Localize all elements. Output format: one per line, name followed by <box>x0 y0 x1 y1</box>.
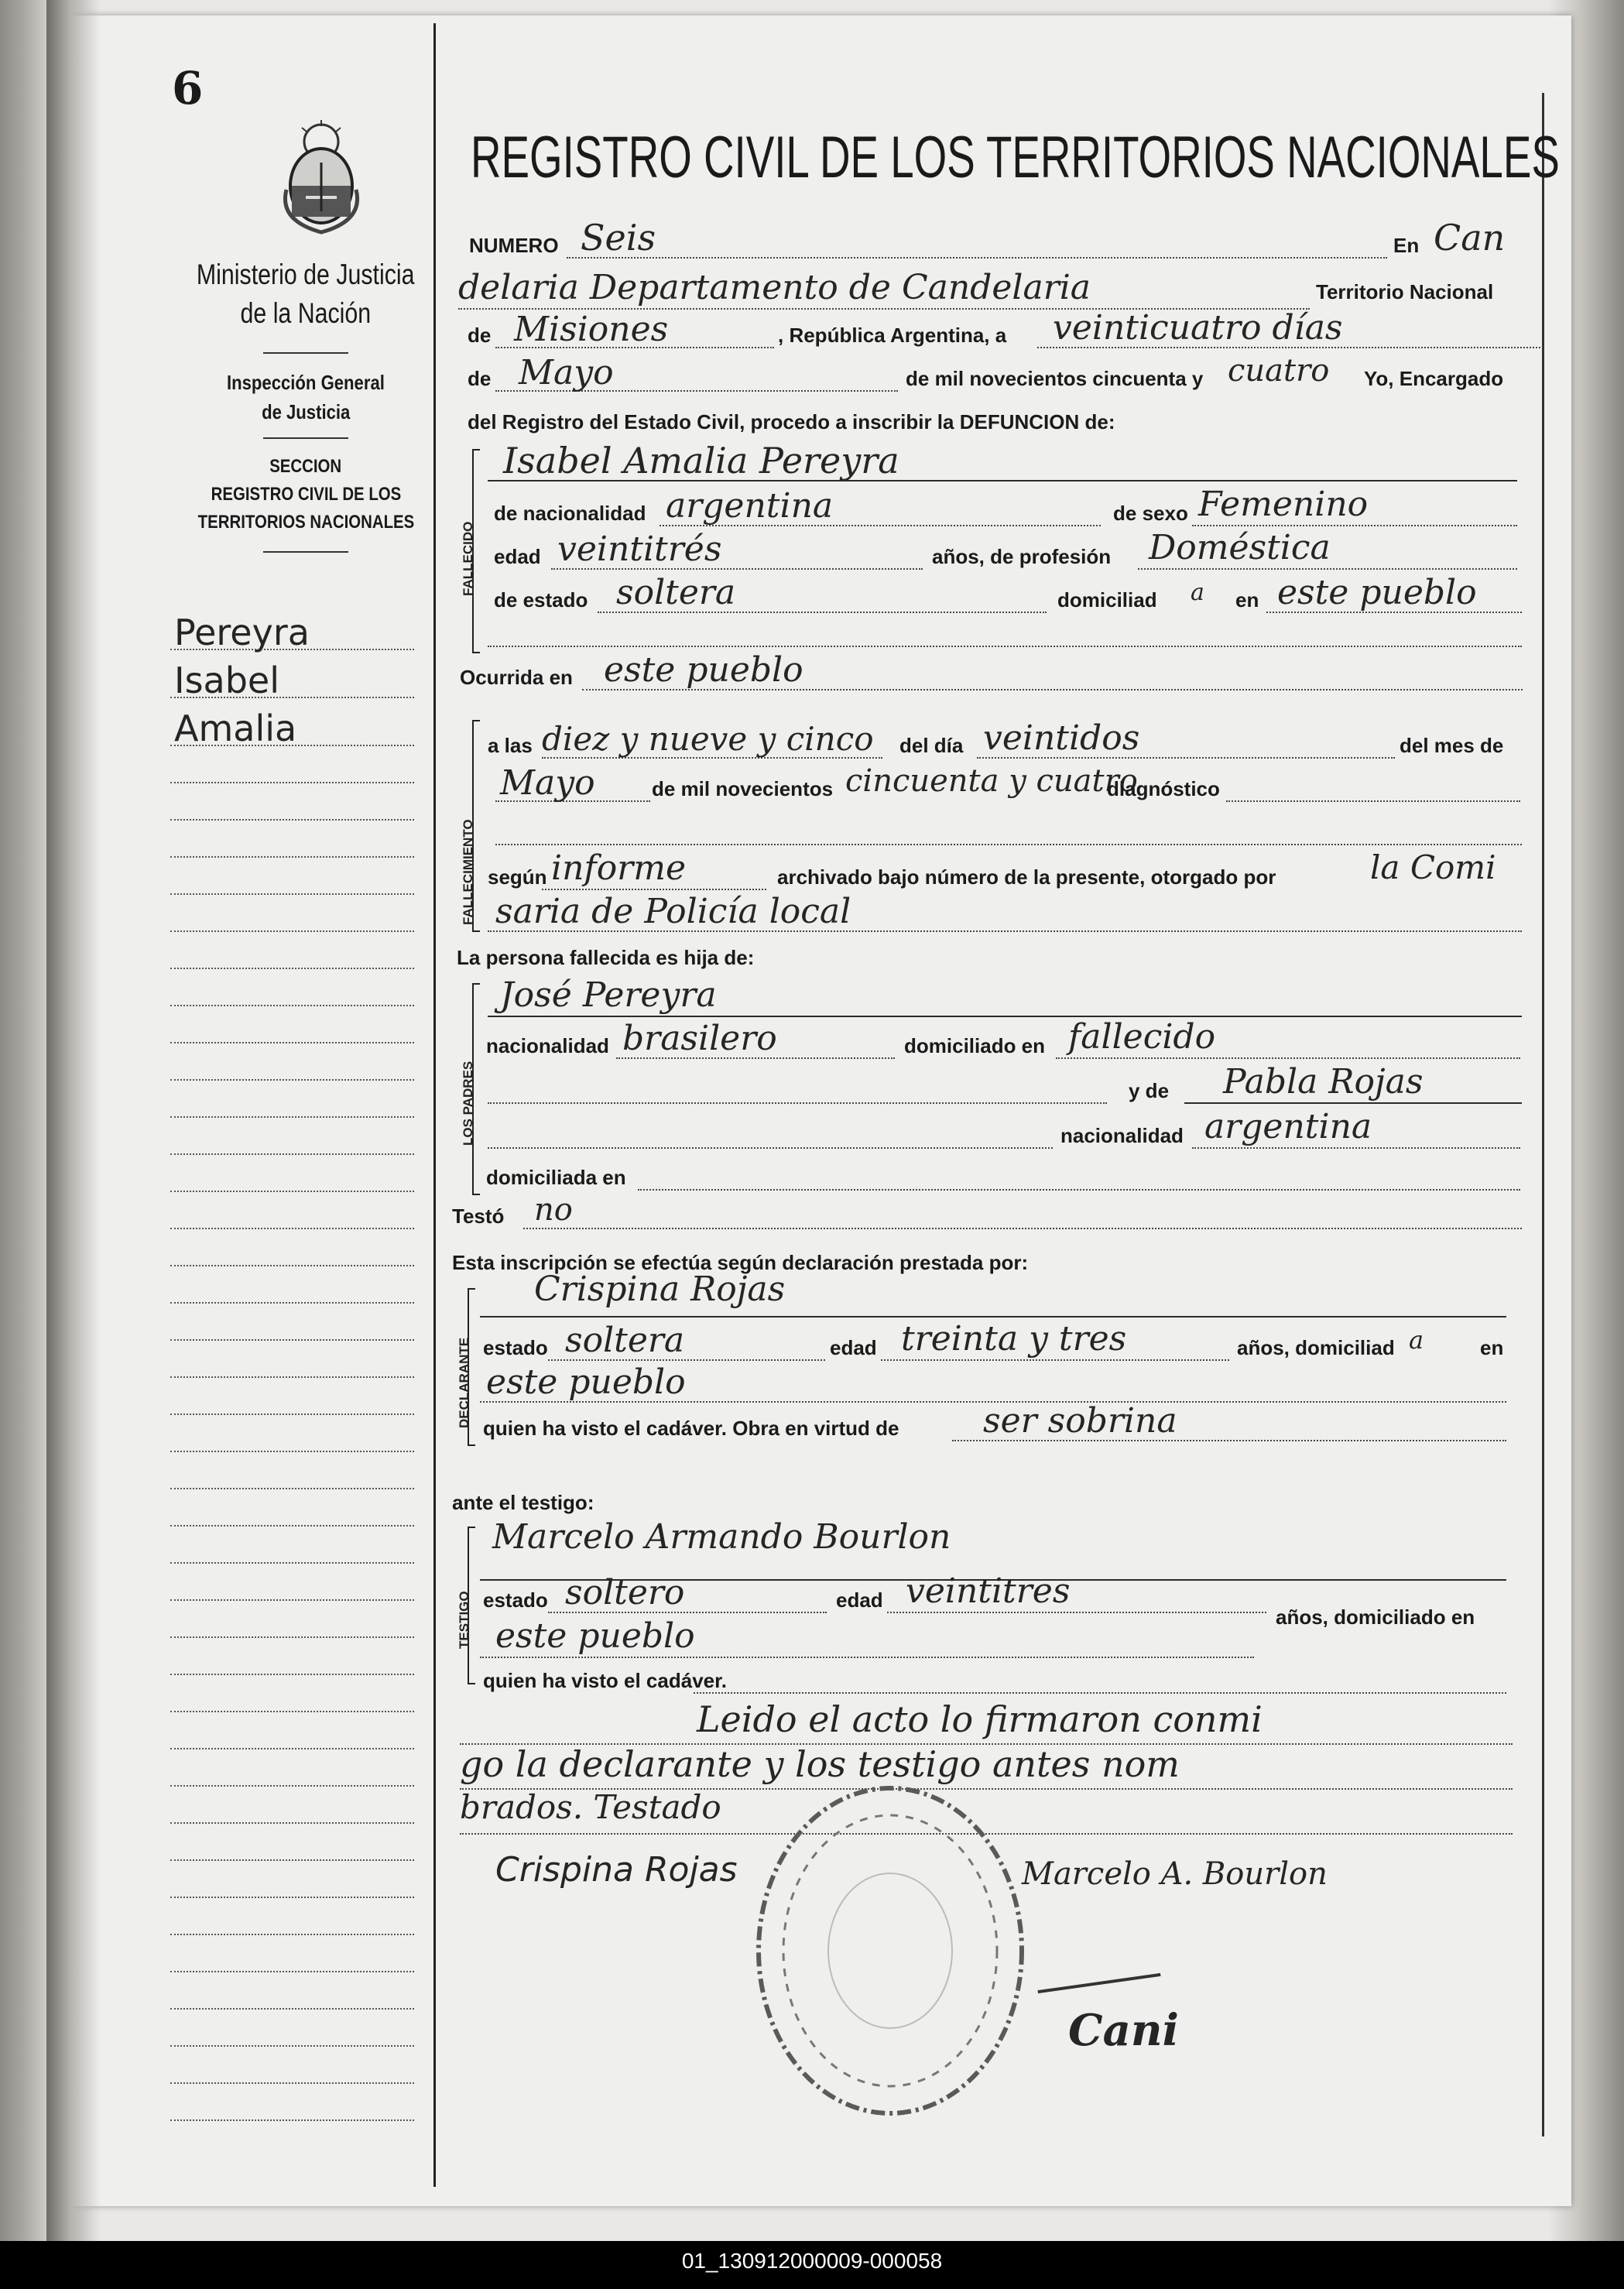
testigo-name: Marcelo Armando Bourlon <box>492 1517 951 1557</box>
declarante-estado: soltera <box>565 1321 685 1360</box>
signature-encargado: Cani <box>1068 2005 1179 2056</box>
dia-value: veintidos <box>983 718 1140 758</box>
domiciliada-label: domiciliada en <box>486 1166 626 1189</box>
testo-label: Testó <box>452 1204 505 1228</box>
madre-nacionalidad: argentina <box>1204 1107 1372 1146</box>
fallecido-en-label: en <box>1235 588 1259 612</box>
testo-value: no <box>534 1192 573 1228</box>
section-line-2: REGISTRO CIVIL DE LOS <box>211 484 401 505</box>
testigo-intro: ante el testigo: <box>452 1491 594 1514</box>
ocurrida-label: Ocurrida en <box>460 666 573 689</box>
image-id-label: 01_130912000009-000058 <box>681 2249 943 2273</box>
month-value: Mayo <box>519 353 614 392</box>
territorio-label: Territorio Nacional <box>1316 280 1494 303</box>
mes-value: Mayo <box>500 763 595 803</box>
padres-intro: La persona fallecida es hija de: <box>457 946 755 969</box>
declarante-domicilio: este pueblo <box>486 1362 686 1402</box>
declarante-name: Crispina Rojas <box>534 1270 786 1309</box>
nacionalidad-label: de nacionalidad <box>494 502 646 525</box>
estado-value: soltera <box>616 573 736 612</box>
anio-value: cincuenta y cuatro <box>845 763 1138 799</box>
declarante-en-label: en <box>1480 1336 1504 1359</box>
declarante-virtud: ser sobrina <box>983 1401 1177 1441</box>
territorio-value: Misiones <box>514 310 669 349</box>
ministry-line-2: de la Nación <box>240 297 372 329</box>
testigo-side-label: TESTIGO <box>457 1591 471 1649</box>
segun-label: según <box>488 865 547 889</box>
closing-line-2: go la declarante y los testigo antes nom <box>460 1743 1180 1785</box>
testigo-edad: veintitres <box>906 1571 1071 1611</box>
testigo-anos-label: años, domiciliado en <box>1276 1605 1475 1629</box>
numero-label: NUMERO <box>469 234 559 257</box>
divider <box>263 551 348 553</box>
testigo-cadaver-label: quien ha visto el cadáver. <box>483 1669 728 1692</box>
page-number: 6 <box>172 62 204 115</box>
del-dia-label: del día <box>899 734 964 757</box>
section-line-1: SECCION <box>269 456 342 477</box>
declarante-dom-suffix: a <box>1409 1325 1424 1355</box>
numero-value: Seis <box>581 217 656 259</box>
fallecido-domicilio: este pueblo <box>1277 573 1477 612</box>
signature-declarante: Crispina Rojas <box>495 1850 738 1890</box>
padre-nacionalidad: brasilero <box>622 1019 777 1058</box>
padre-domicilio: fallecido <box>1068 1017 1216 1057</box>
padres-side-label: LOS PADRES <box>461 1061 475 1146</box>
testigo-estado: soltero <box>565 1573 685 1612</box>
declarante-intro: Esta inscripción se efectúa según declaración prestada por: <box>452 1251 1029 1274</box>
en-value: Can <box>1434 217 1506 259</box>
edad-label: edad <box>494 545 541 568</box>
fallecido-side-label: FALLECIDO <box>461 521 475 596</box>
sexo-label: de sexo <box>1113 502 1188 525</box>
divider <box>263 352 348 354</box>
sexo-value: Femenino <box>1198 485 1369 524</box>
signature-testigo: Marcelo A. Bourlon <box>1022 1856 1328 1892</box>
nacionalidad-value: argentina <box>666 486 834 526</box>
de-label: de <box>468 324 492 347</box>
en-label: En <box>1393 234 1420 257</box>
declarante-edad: treinta y tres <box>901 1319 1127 1359</box>
y-de-label: y de <box>1129 1079 1170 1102</box>
yo-label: Yo, Encargado <box>1364 367 1504 390</box>
domiciliado-label: domiciliad <box>1057 588 1157 612</box>
padre-domicilio-label: domiciliado en <box>904 1034 1046 1057</box>
de2-label: de <box>468 367 492 390</box>
margin-middle-name: Amalia <box>174 708 297 749</box>
divider <box>263 437 348 439</box>
padre-nacionalidad-label: nacionalidad <box>486 1034 609 1057</box>
book-spine <box>46 0 101 2241</box>
section-line-3: TERRITORIOS NACIONALES <box>197 512 414 533</box>
inspection-line-1: Inspección General <box>227 371 385 394</box>
archivado-label: archivado bajo número de la presente, otorgado por <box>777 865 1276 889</box>
profesion-value: Doméstica <box>1149 528 1331 567</box>
declarante-side-label: DECLARANTE <box>457 1337 471 1428</box>
edad-value: veintitrés <box>557 529 722 569</box>
left-margin-column <box>124 23 436 2187</box>
testigo-estado-label: estado <box>483 1588 548 1612</box>
day-value: veinticuatro días <box>1053 308 1343 348</box>
closing-line-1: Leido el acto lo firmaron conmi <box>697 1698 1263 1740</box>
testigo-domicilio: este pueblo <box>495 1616 695 1656</box>
inspection-line-2: de Justicia <box>261 400 351 423</box>
closing-line-3: brados. Testado <box>460 1788 721 1826</box>
diagnostico-label: diagnóstico <box>1107 777 1220 800</box>
ocurrida-value: este pueblo <box>604 650 803 690</box>
declarante-anos-label: años, domiciliad <box>1237 1336 1395 1359</box>
anio-label: de mil novecientos <box>652 777 834 800</box>
document-title: REGISTRO CIVIL DE LOS TERRITORIOS NACIONALES <box>471 125 1560 190</box>
margin-surname: Pereyra <box>174 612 310 653</box>
margin-given-name: Isabel <box>174 660 280 701</box>
declarante-estado-label: estado <box>483 1336 548 1359</box>
segun-value: informe <box>551 848 686 888</box>
madre-nacionalidad-label: nacionalidad <box>1060 1124 1184 1147</box>
right-border <box>1542 93 1544 2137</box>
madre-name: Pabla Rojas <box>1223 1062 1424 1102</box>
year-value: cuatro <box>1228 353 1330 389</box>
profesion-label: años, de profesión <box>932 545 1112 568</box>
padre-name: José Pereyra <box>500 975 717 1015</box>
a-las-label: a las <box>488 734 533 757</box>
ministry-line-1: Ministerio de Justicia <box>197 259 415 290</box>
otorgado-continuation: saria de Policía local <box>495 892 851 931</box>
domiciliado-suffix: a <box>1191 579 1204 606</box>
coat-of-arms-icon <box>279 120 364 240</box>
official-stamp-icon <box>751 1780 1030 2125</box>
fallecimiento-side-label: FALLECIMIENTO <box>461 819 475 925</box>
fallecido-name: Isabel Amalia Pereyra <box>503 440 899 481</box>
hora-value: diez y nueve y cinco <box>542 720 874 758</box>
otorgado-value: la Comi <box>1370 848 1496 886</box>
mes-label: del mes de <box>1400 734 1504 757</box>
republica-label: , República Argentina, a <box>778 324 1007 347</box>
declarante-cadaver-label: quien ha visto el cadáver. Obra en virtud de <box>483 1417 899 1440</box>
registro-label: del Registro del Estado Civil, procedo a inscribir la DEFUNCION de: <box>468 410 1115 433</box>
estado-label: de estado <box>494 588 588 612</box>
year-label: de mil novecientos cincuenta y <box>906 367 1204 390</box>
declarante-edad-label: edad <box>830 1336 877 1359</box>
testigo-edad-label: edad <box>836 1588 883 1612</box>
place-continuation: delaria Departamento de Candelaria <box>458 268 1091 307</box>
